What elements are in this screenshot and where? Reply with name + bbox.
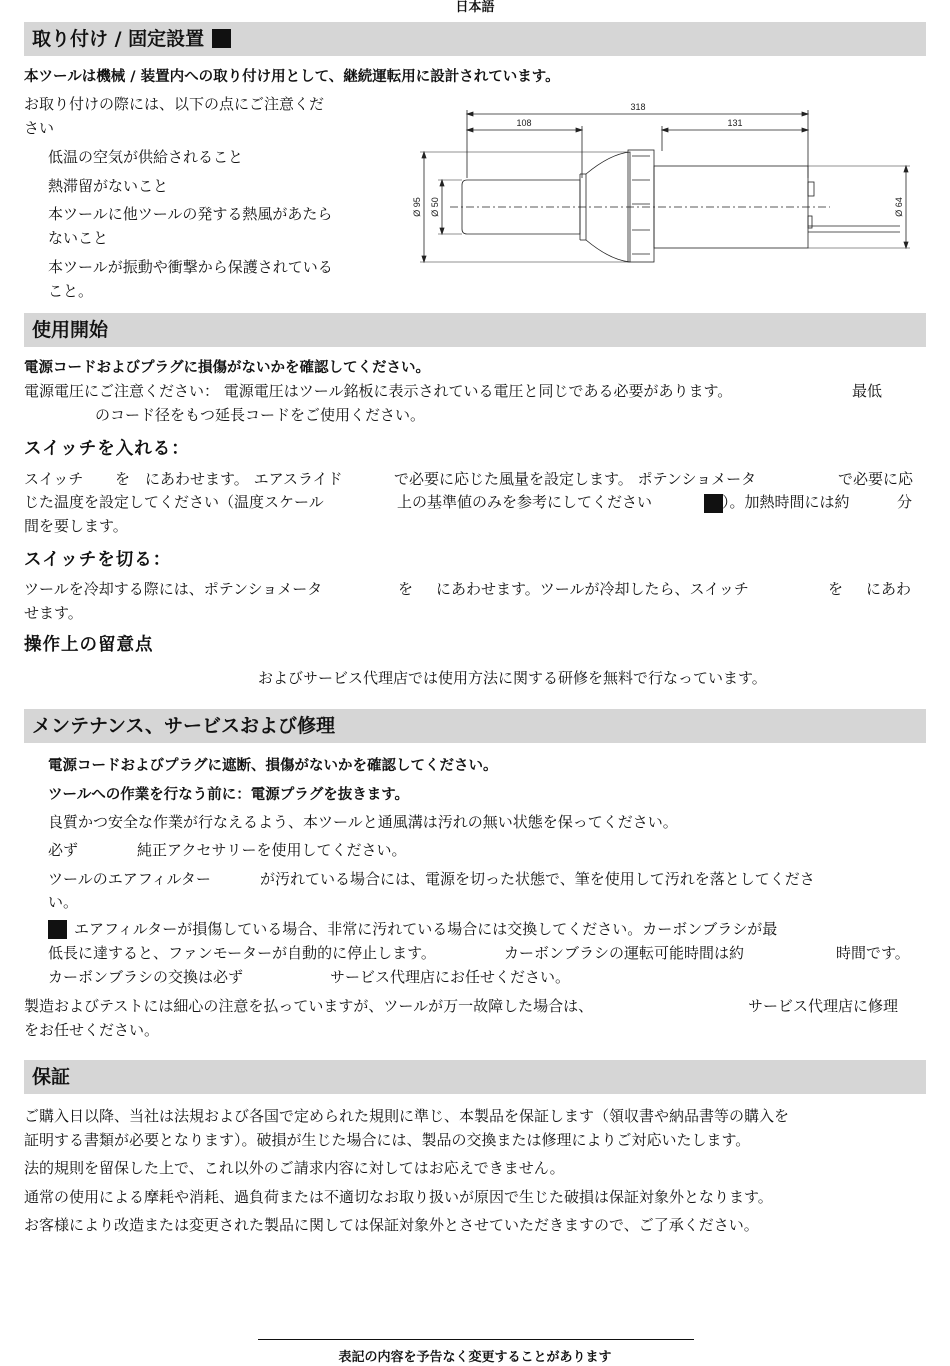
switch-on-text: スイッチ xyxy=(24,470,84,488)
dimension-rear: 131 xyxy=(727,118,743,128)
warranty-text: 通常の使用による摩耗や消耗、過負荷または不適切なお取り扱いが原因で生じた破損は保証対象外となります。 xyxy=(24,1188,773,1206)
section-header-mounting xyxy=(24,22,926,56)
mounting-note-line2: さい xyxy=(24,119,55,137)
black-square-icon xyxy=(212,29,231,48)
switch-off-heading: スイッチを切る： xyxy=(24,550,172,570)
footer-notice: 表記の内容を予告なく変更することがあります xyxy=(338,1350,612,1365)
operation-notes-text: およびサービス代理店では使用方法に関する研修を無料で行なっています。 xyxy=(258,669,767,687)
switch-on-text: で必要に応じた風量を設定します。 ポテンショメータ xyxy=(394,470,757,488)
switch-on-text: で必要に応 xyxy=(838,470,914,488)
mounting-note-line1: お取り付けの際には、以下の点にご注意くだ xyxy=(24,95,325,113)
dimension-dia-95: Ø 95 xyxy=(412,197,422,217)
warranty-text: 証明する書類が必要となります）。破損が生じた場合には、製品の交換または修理によりご対応いたします。 xyxy=(24,1131,751,1149)
startup-voltage-min: 最低 xyxy=(852,382,883,400)
maintenance-text: カーボンブラシの交換は必ず xyxy=(48,968,244,986)
maintenance-text: 必ず xyxy=(48,841,79,859)
switch-off-text: を xyxy=(398,580,414,598)
dimension-front: 108 xyxy=(516,118,532,128)
mounting-item: こと。 xyxy=(48,282,94,300)
maintenance-text: サービス代理店にお任せください。 xyxy=(330,968,571,986)
section-title: 保証 xyxy=(32,1066,71,1088)
startup-voltage-line2: のコード径をもつ延長コードをご使用ください。 xyxy=(95,406,426,424)
section-title: 使用開始 xyxy=(32,319,109,341)
maintenance-text: 良質かつ安全な作業が行なえるよう、本ツールと通風溝は汚れの無い状態を保ってください。 xyxy=(48,813,678,831)
maintenance-text: 純正アクセサリーを使用してください。 xyxy=(137,841,407,859)
maintenance-text: 製造およびテストには細心の注意を払っていますが、ツールが万一故障した場合は、 xyxy=(24,997,594,1015)
startup-voltage-line1: 電源電圧にご注意ください： 電源電圧はツール銘板に表示されている電圧と同じである必要があります。 xyxy=(24,382,733,400)
warranty-text: ご購入日以降、当社は法規および各国で定められた規則に準じ、本製品を保証します（領収書や納品書等の購入を xyxy=(24,1107,790,1125)
maintenance-text: が汚れている場合には、電源を切った状態で、筆を使用して汚れを落としてくださ xyxy=(260,870,815,888)
section-title: 取り付け / 固定設置 xyxy=(32,28,205,50)
maintenance-text: 低長に達すると、ファンモーターが自動的に停止します。 xyxy=(48,944,436,962)
mounting-item: ないこと xyxy=(48,229,109,247)
switch-on-text: 上の基準値のみを参考にしてください xyxy=(397,493,653,511)
dimension-dia-64: Ø 64 xyxy=(894,197,904,217)
mounting-item: 低温の空気が供給されること xyxy=(48,148,244,166)
switch-on-text: を xyxy=(115,470,131,488)
section-title: メンテナンス、サービスおよび修理 xyxy=(32,715,336,737)
maintenance-bold-2: ツールへの作業を行なう前に：電源プラグを抜きます。 xyxy=(48,787,410,803)
dimension-total: 318 xyxy=(630,102,646,112)
language-label: 日本語 xyxy=(455,0,495,15)
switch-off-text: ツールを冷却する際には、ポテンショメータ xyxy=(24,580,323,598)
switch-off-text: せます。 xyxy=(24,604,83,622)
section-header-startup xyxy=(24,313,926,347)
maintenance-bold-1: 電源コードおよびプラグに遮断、損傷がないかを確認してください。 xyxy=(48,758,498,774)
mounting-item: 本ツールが振動や衝撃から保護されている xyxy=(48,258,333,276)
switch-off-text: にあわせます。ツールが冷却したら、スイッチ xyxy=(436,580,749,598)
operation-notes-heading: 操作上の留意点 xyxy=(24,635,154,655)
maintenance-text: エアフィルターが損傷している場合、非常に汚れている場合には交換してください。カーボンブラシが最 xyxy=(74,920,778,938)
switch-on-text: じた温度を設定してください（温度スケール xyxy=(24,493,324,511)
tool-dimension-drawing xyxy=(410,96,920,266)
switch-on-text: ）。加熱時間には約 xyxy=(722,493,850,511)
mounting-item: 本ツールに他ツールの発する熱風があたら xyxy=(48,205,333,223)
section-header-maintenance xyxy=(24,709,926,743)
switch-on-text: 分 xyxy=(897,493,913,511)
maintenance-text: ツールのエアフィルター xyxy=(48,870,211,888)
maintenance-text: い。 xyxy=(48,893,79,911)
warranty-text: お客様により改造または変更された製品に関しては保証対象外とさせていただきますので、ご了承ください。 xyxy=(24,1216,759,1234)
footer-divider xyxy=(258,1339,694,1340)
black-square-icon xyxy=(704,494,723,513)
switch-on-heading: スイッチを入れる： xyxy=(24,439,190,459)
maintenance-text: 時間です。 xyxy=(836,944,910,962)
warranty-text: 法的規則を留保した上で、これ以外のご請求内容に対してはお応えできません。 xyxy=(24,1159,565,1177)
section-header-warranty xyxy=(24,1060,926,1094)
mounting-item: 熱滞留がないこと xyxy=(48,177,169,195)
switch-off-text: を xyxy=(828,580,844,598)
startup-check: 電源コードおよびプラグに損傷がないかを確認してください。 xyxy=(24,360,430,376)
switch-off-text: にあわ xyxy=(866,580,912,598)
mounting-intro: 本ツールは機械 / 装置内への取り付け用として、継続運転用に設計されています。 xyxy=(24,69,560,85)
dimension-dia-50: Ø 50 xyxy=(430,197,440,217)
switch-on-text: にあわせます。 エアスライド xyxy=(145,470,343,488)
maintenance-text: カーボンブラシの運転可能時間は約 xyxy=(504,944,745,962)
maintenance-text: をお任せください。 xyxy=(24,1021,160,1039)
maintenance-text: サービス代理店に修理 xyxy=(748,997,899,1015)
switch-on-text: 間を要します。 xyxy=(24,517,128,535)
black-square-icon xyxy=(48,920,67,939)
